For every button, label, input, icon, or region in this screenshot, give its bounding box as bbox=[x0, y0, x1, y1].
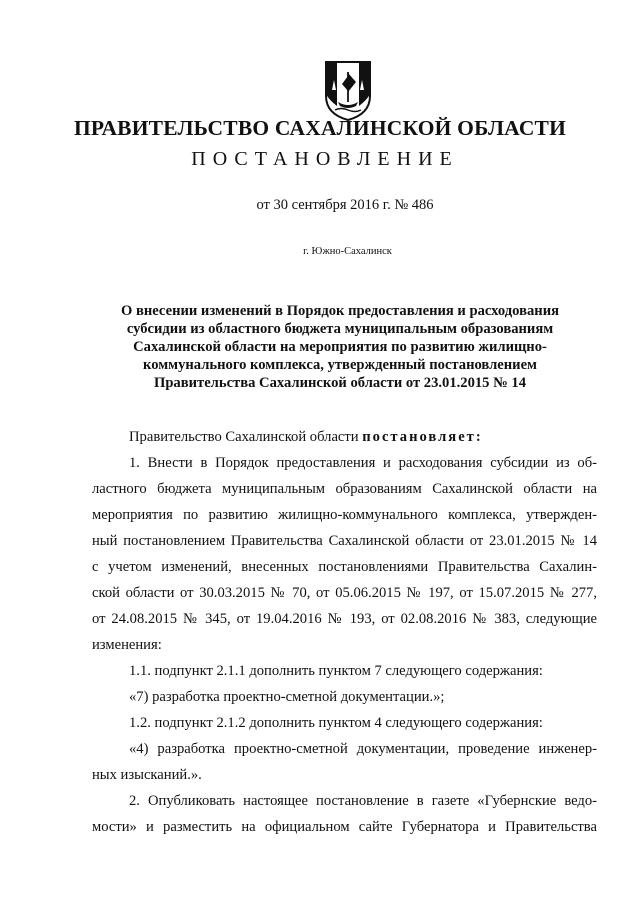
heading-line: Сахалинской области на мероприятия по развитию жилищно- bbox=[133, 339, 547, 355]
heading-line: субсидии из областного бюджета муниципальным образованиям bbox=[126, 321, 554, 337]
intro-paragraph bbox=[92, 424, 597, 450]
document-date-number: от 30 сентября 2016 г. № 486 bbox=[256, 197, 434, 213]
paragraph-1-line: ластного бюджета муниципальным образованиям Сахалинской области на bbox=[92, 481, 597, 497]
paragraph-1-line: от 24.08.2015 № 345, от 19.04.2016 № 193, от 02.08.2016 № 383, следующие bbox=[92, 611, 597, 627]
document-body bbox=[92, 424, 597, 840]
paragraph-1-line: изменения: bbox=[92, 637, 162, 653]
paragraph-1-line: 1. Внести в Порядок предоставления и расходования субсидии из об- bbox=[129, 455, 597, 471]
document-city: г. Южно-Сахалинск bbox=[303, 246, 392, 257]
paragraph-2-line: мости» и разместить на официальном сайте Губернатора и Правительства bbox=[92, 819, 597, 835]
heading-line: О внесении изменений в Порядок предоставления и расходования bbox=[120, 303, 560, 319]
paragraph-1-line: ный постановлением Правительства Сахалинской области от 23.01.2015 № 14 bbox=[92, 533, 597, 549]
paragraph-1-line: с учетом изменений, внесенных постановлениями Правительства Сахалин- bbox=[92, 559, 597, 575]
paragraph-2-line: 2. Опубликовать настоящее постановление в газете «Губернские ведо- bbox=[129, 793, 597, 809]
subitem-1-2-quote-line: ных изысканий.». bbox=[92, 767, 202, 783]
paragraph-1-line: ской области от 30.03.2015 № 70, от 05.06.2015 № 197, от 15.07.2015 № 277, bbox=[92, 585, 597, 601]
heading-line: коммунального комплекса, утвержденный постановлением bbox=[142, 357, 538, 373]
government-title: ПРАВИТЕЛЬСТВО САХАЛИНСКОЙ ОБЛАСТИ bbox=[73, 116, 567, 140]
heading-line: Правительства Сахалинской области от 23.01.2015 № 14 bbox=[153, 375, 527, 391]
document-heading bbox=[100, 302, 580, 392]
paragraph-1-line: мероприятия по развитию жилищно-коммунального комплекса, утвержден- bbox=[92, 507, 597, 523]
intro-keyword: постановляет: bbox=[362, 429, 483, 445]
subitem-1-2-quote-line: «4) разработка проектно-сметной документации, проведение инженер- bbox=[129, 741, 597, 757]
sakhalin-coat-of-arms-icon bbox=[323, 60, 373, 122]
subitem-1-2: 1.2. подпункт 2.1.2 дополнить пунктом 4 следующего содержания: bbox=[129, 715, 543, 731]
document-type: ПОСТАНОВЛЕНИЕ bbox=[191, 148, 459, 170]
subitem-1-1-quote: «7) разработка проектно-сметной документации.»; bbox=[129, 689, 445, 705]
intro-text: Правительство Сахалинской области bbox=[129, 429, 363, 445]
subitem-1-1: 1.1. подпункт 2.1.1 дополнить пунктом 7 следующего содержания: bbox=[129, 663, 543, 679]
